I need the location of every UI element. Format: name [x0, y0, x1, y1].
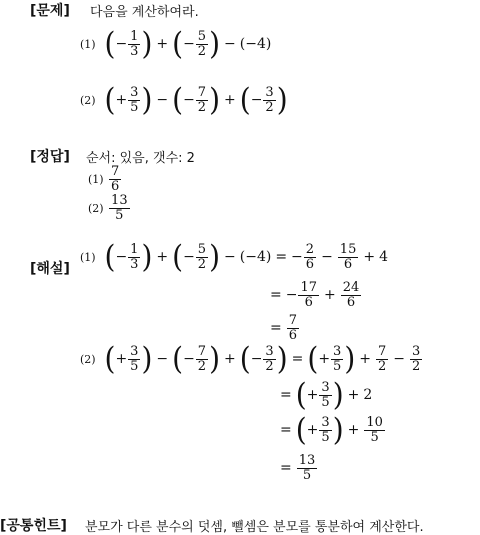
minus-sign: − — [115, 36, 128, 53]
left-paren: ( — [172, 81, 184, 118]
item-number: (1) — [80, 250, 96, 264]
solution-1-line-2: = − $\frac{17}{6}$ + $\frac{24}{6}$ — [270, 280, 360, 310]
fraction: $\frac{5}{2}$ — [197, 29, 207, 59]
fraction: $\frac{7}{2}$ — [197, 85, 207, 115]
problem-item-1 — [80, 25, 272, 62]
left-paren: ( — [172, 25, 184, 62]
solution-tag: [해설] — [30, 261, 70, 277]
right-paren: ) — [209, 81, 221, 118]
problem-prompt: 다음을 계산하여라. — [90, 5, 199, 20]
fraction: $\frac{3}{5}$ — [130, 85, 139, 115]
minus-sign: − — [250, 92, 263, 109]
solution-2-line-2: = ( + $\frac{3}{5}$ ) + 2 — [280, 376, 373, 413]
right-paren: ) — [141, 81, 153, 118]
solution-2-line-4: = $\frac{13}{5}$ — [280, 453, 316, 483]
hint-tag: [공통힌트] — [0, 518, 67, 534]
right-paren: ) — [141, 25, 153, 62]
left-paren: ( — [104, 25, 116, 62]
right-paren: ) — [276, 81, 288, 118]
item-number: (2) — [80, 352, 96, 366]
minus-sign: − — [156, 92, 169, 109]
item-number: (1) — [80, 37, 96, 51]
answer-1 — [88, 165, 122, 193]
fraction: $\frac{13}{5}$ — [111, 193, 128, 223]
problem-tag: [문제] — [30, 3, 70, 19]
fraction: $\frac{1}{3}$ — [130, 29, 139, 59]
fraction: $\frac{3}{2}$ — [265, 85, 274, 115]
item-number: (1) — [88, 172, 104, 186]
plus-sign: + — [115, 92, 128, 109]
problem-item-2 — [80, 81, 288, 118]
solution-1-line-3: = $\frac{7}{6}$ — [270, 313, 298, 343]
answer-2 — [88, 194, 131, 222]
item-number: (2) — [88, 201, 104, 215]
solution-1-line-1: (1) ( − $\frac{1}{3}$ ) + ( − $\frac{5}{2}$ ) − (−4) = − $\frac{2}{6}$ − $\frac{15}{6}$ + 4 — [80, 238, 388, 275]
minus-sign: − — [224, 36, 236, 53]
solution-2-line-3: = ( + $\frac{3}{5}$ ) + $\frac{10}{5}$ — [280, 411, 383, 448]
item-number: (2) — [80, 93, 96, 107]
paren-number: (−4) — [239, 36, 272, 53]
right-paren: ) — [209, 25, 221, 62]
hint-text: 분모가 다른 분수의 덧셈, 뺄셈은 분모를 통분하여 계산한다. — [85, 520, 424, 535]
left-paren: ( — [239, 81, 251, 118]
answer-tag: [정답] — [30, 149, 70, 165]
plus-sign: + — [156, 36, 169, 53]
left-paren: ( — [104, 81, 116, 118]
minus-sign: − — [183, 36, 195, 53]
plus-sign: + — [224, 92, 236, 109]
solution-2-line-1: (2) ( + $\frac{3}{5}$ ) − ( − $\frac{7}{2}$ ) + ( − $\frac{3}{2}$ ) = ( + $\frac{3}{5}$ ) + $\frac{7}{2}$ − $\frac{3}{2}$ — [80, 340, 421, 377]
answer-summary: 순서: 있음, 갯수: 2 — [86, 151, 195, 166]
minus-sign: − — [183, 92, 195, 109]
fraction: $\frac{7}{6}$ — [111, 164, 120, 194]
